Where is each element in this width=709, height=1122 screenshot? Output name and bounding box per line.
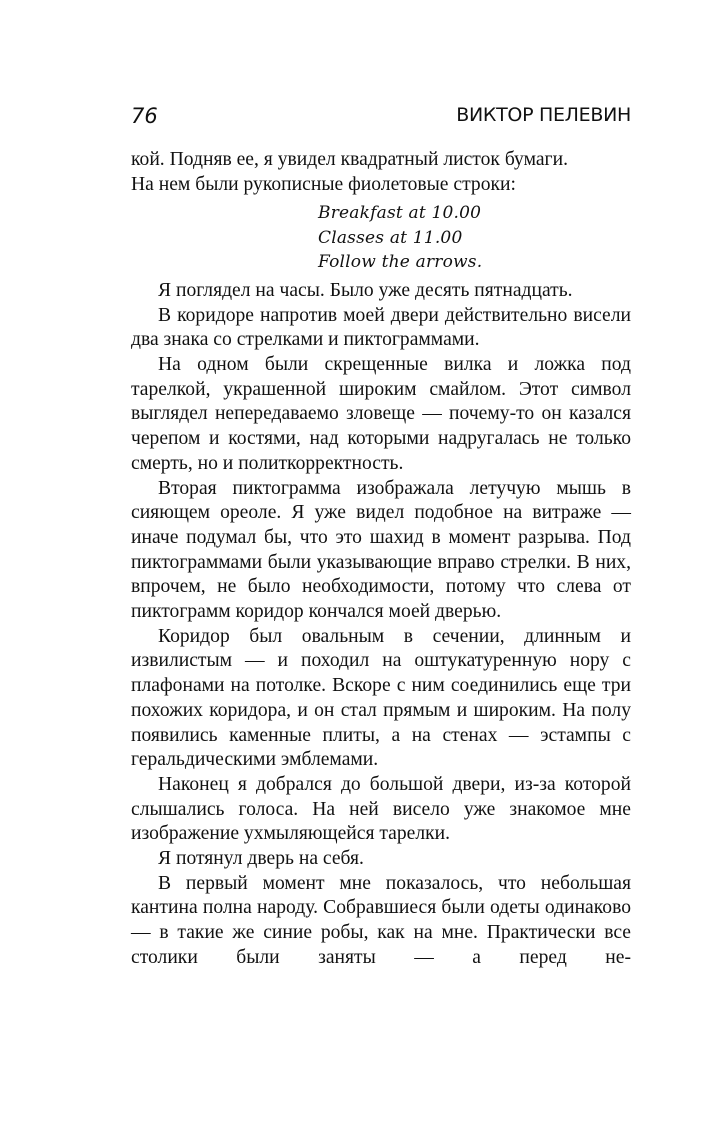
opening-line-1: кой. Подняв ее, я увидел квадратный листок бумаги. — [131, 149, 568, 170]
paragraph-6: Наконец я добрался до большой двери, из-за которой слышались голоса. На ней висело уже знакомое мне изображение ухмыляющейся тарелки. — [131, 773, 631, 845]
paragraph-5: Коридор был овальным в сечении, длинным и извилистым — и походил на оштукатуренную нору с плафонами на потолке. Вскоре с ним соединились еще три похожих коридора, и он стал прямым и широким. На полу появились каменные плиты, а на стенах — эстампы с геральдическими эмблемами. — [131, 625, 631, 771]
paragraph-4: Вторая пиктограмма изображала летучую мышь в сияющем ореоле. Я уже видел подобное на витраже — иначе подумал бы, что это шахид в момент разрыва. Под пиктограммами были указывающие вправо стрелки. В них, впрочем, не было необходимости, потому что слева от пиктограмм коридор кончался моей дверью. — [131, 477, 631, 623]
paragraph-2: В коридоре напротив моей двери действительно висели два знака со стрелками и пиктограммами. — [131, 304, 631, 351]
running-head: ВИКТОР ПЕЛЕВИН — [456, 104, 631, 126]
paragraph-7: Я потянул дверь на себя. — [158, 848, 364, 870]
note-line-classes: Classes at 11.00 — [318, 227, 463, 248]
handwritten-note — [318, 201, 631, 275]
paragraph-8: В первый момент мне показалось, что небольшая кантина полна народу. Собравшиеся были одеты одинаково — в такие же синие робы, как на мне. Практически все столики были заняты — а перед не- — [131, 872, 631, 968]
page-number: 76 — [131, 104, 158, 128]
note-line-follow: Follow the arrows. — [318, 252, 483, 273]
paragraph-3: На одном были скрещенные вилка и ложка под тарелкой, украшенной широким смайлом. Этот символ выглядел непередаваемо зловеще — почему-то он казался черепом и костями, над которыми надругалась не только смерть, но и политкорректность. — [131, 354, 631, 474]
note-line-breakfast: Breakfast at 10.00 — [318, 203, 482, 224]
book-page — [131, 104, 631, 971]
paragraph-1: Я поглядел на часы. Было уже десять пятнадцать. — [158, 279, 573, 301]
opening-line-2: На нем были рукописные фиолетовые строки: — [131, 173, 516, 195]
page-body — [131, 148, 631, 971]
page-header — [131, 104, 631, 132]
